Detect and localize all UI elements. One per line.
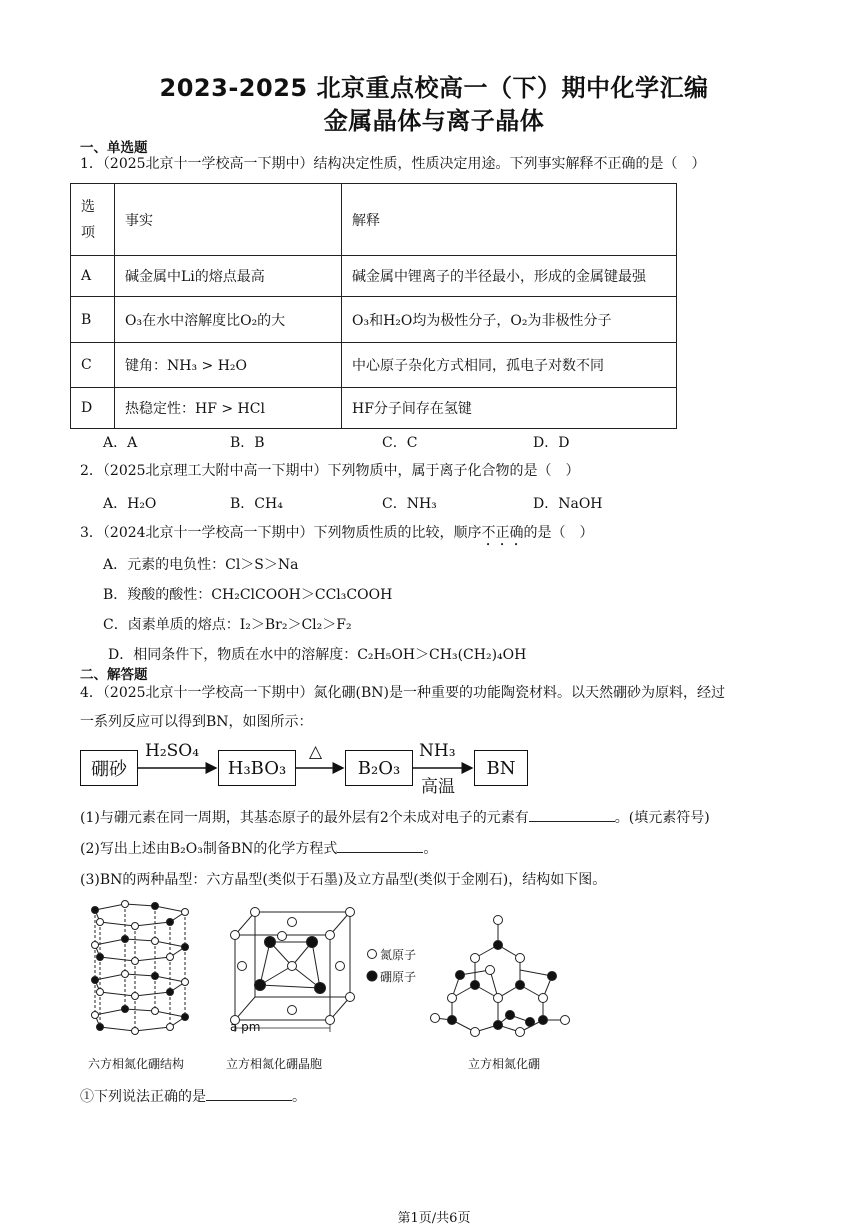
table-cell-fact: O₃在水中溶解度比O₂的大	[115, 297, 342, 343]
table-cell-option: B	[71, 297, 115, 343]
flow-arrow-3-label: NH₃	[419, 741, 456, 761]
sub1-text-post: 。	[292, 1089, 306, 1105]
part2-text: (2)写出上述由B₂O₃制备BN的化学方程式	[80, 841, 338, 857]
q1-choice-a: A．A	[103, 435, 138, 451]
table-header-fact: 事实	[115, 184, 342, 256]
legend-nitrogen: 氮原子	[380, 948, 417, 962]
q2-choice-d: D．NaOH	[533, 496, 603, 512]
sub1-text: ①下列说法正确的是	[80, 1089, 206, 1105]
table-cell-fact: 热稳定性：HF > HCl	[115, 388, 342, 429]
answer-blank-2[interactable]	[337, 838, 423, 853]
page-subtitle: 金属晶体与离子晶体	[323, 107, 545, 135]
hexagonal-bn-structure	[92, 901, 189, 1035]
q3-choice-d: D．相同条件下，物质在水中的溶解度：C₂H₅OH＞CH₃(CH₂)₄OH	[108, 647, 527, 663]
legend	[367, 950, 377, 982]
section-heading-answer: 二、解答题	[80, 667, 148, 683]
part2-text-post: 。	[423, 841, 438, 857]
q1-choice-d: D．D	[533, 435, 570, 451]
q2-choice-c: C．NH₃	[382, 496, 437, 512]
question-1-stem: 1．（2025北京十一学校高一下期中）结构决定性质，性质决定用途。下列事实解释不正确的是（ ）	[80, 156, 706, 172]
part1-text: (1)与硼元素在同一周期，其基态原子的最外层有2个未成对电子的元素有	[80, 810, 529, 826]
table-cell-option: D	[71, 388, 115, 429]
page-title: 2023-2025 北京重点校高一（下）期中化学汇编	[159, 74, 709, 102]
question-4-sub-1	[80, 1086, 306, 1107]
question-4-part-1	[80, 807, 710, 828]
flow-box-borax: 硼砂	[80, 750, 138, 786]
question-4-stem-line2: 一系列反应可以得到BN，如图所示：	[80, 714, 313, 730]
flow-box-b2o3: B₂O₃	[345, 750, 413, 786]
part1-text-post: 。(填元素符号)	[614, 810, 710, 826]
table-header-explanation: 解释	[342, 184, 677, 256]
table-cell-option: A	[71, 256, 115, 297]
q1-choice-b: B．B	[230, 435, 265, 451]
table-cell-fact: 键角：NH₃ > H₂O	[115, 343, 342, 388]
flow-box-bn: BN	[474, 750, 528, 786]
flow-box-h3bo3: H₃BO₃	[218, 750, 296, 786]
answer-blank-1[interactable]	[529, 807, 615, 822]
q1-choice-c: C．C	[382, 435, 418, 451]
caption-cubic: 立方相氮化硼	[468, 1057, 541, 1071]
flow-arrow-3-condition: 高温	[421, 777, 455, 797]
table-cell-explanation: O₃和H₂O均为极性分子，O₂为非极性分子	[342, 297, 677, 343]
table-cell-option: C	[71, 343, 115, 388]
question-4-stem-line1: 4．（2025北京十一学校高一下期中）氮化硼(BN)是一种重要的功能陶瓷材料。以天然硼砂为原料，经过	[80, 685, 725, 701]
caption-cubic-cell: 立方相氮化硼晶胞	[226, 1057, 323, 1071]
q2-choice-a: A．H₂O	[103, 496, 157, 512]
q2-choice-b: B．CH₄	[230, 496, 283, 512]
flow-arrow-1-label: H₂SO₄	[145, 741, 200, 761]
q3-stem-pre: 3．（2024北京十一学校高一下期中）下列物质性质的比较，顺序	[80, 525, 482, 541]
q3-stem-emphasis: 不正确	[481, 525, 524, 541]
question-4-part-2	[80, 838, 437, 859]
cubic-bn-network	[431, 916, 570, 1037]
page-footer: 第1页/共6页	[397, 1211, 471, 1226]
caption-hexagonal: 六方相氮化硼结构	[88, 1057, 185, 1071]
answer-blank-3[interactable]	[206, 1086, 292, 1101]
q3-stem-post: 的是（ ）	[523, 525, 594, 541]
q3-choice-a: A．元素的电负性：Cl＞S＞Na	[103, 557, 299, 573]
question-4-part-3: (3)BN的两种晶型：六方晶型(类似于石墨)及立方晶型(类似于金刚石)，结构如下图。	[80, 872, 607, 888]
flow-arrow-2-label: △	[309, 742, 323, 762]
crystal-structure-figures	[80, 900, 600, 1055]
table-cell-explanation: 碱金属中锂离子的半径最小，形成的金属键最强	[342, 256, 677, 297]
cubic-bn-unit-cell	[231, 908, 355, 1033]
table-cell-explanation: HF分子间存在氢键	[342, 388, 677, 429]
legend-boron: 硼原子	[380, 970, 417, 984]
q3-choice-b: B．羧酸的酸性：CH₂ClCOOH＞CCl₃COOH	[103, 587, 393, 603]
table-header-option: 选 项	[71, 184, 115, 256]
dimension-label: a pm	[230, 1020, 261, 1034]
question-2-stem: 2．（2025北京理工大附中高一下期中）下列物质中，属于离子化合物的是（ ）	[80, 463, 580, 479]
table-cell-fact: 碱金属中Li的熔点最高	[115, 256, 342, 297]
table-cell-explanation: 中心原子杂化方式相同，孤电子对数不同	[342, 343, 677, 388]
q3-choice-c: C．卤素单质的熔点：I₂＞Br₂＞Cl₂＞F₂	[103, 617, 352, 633]
section-heading-single-choice: 一、单选题	[80, 140, 148, 156]
